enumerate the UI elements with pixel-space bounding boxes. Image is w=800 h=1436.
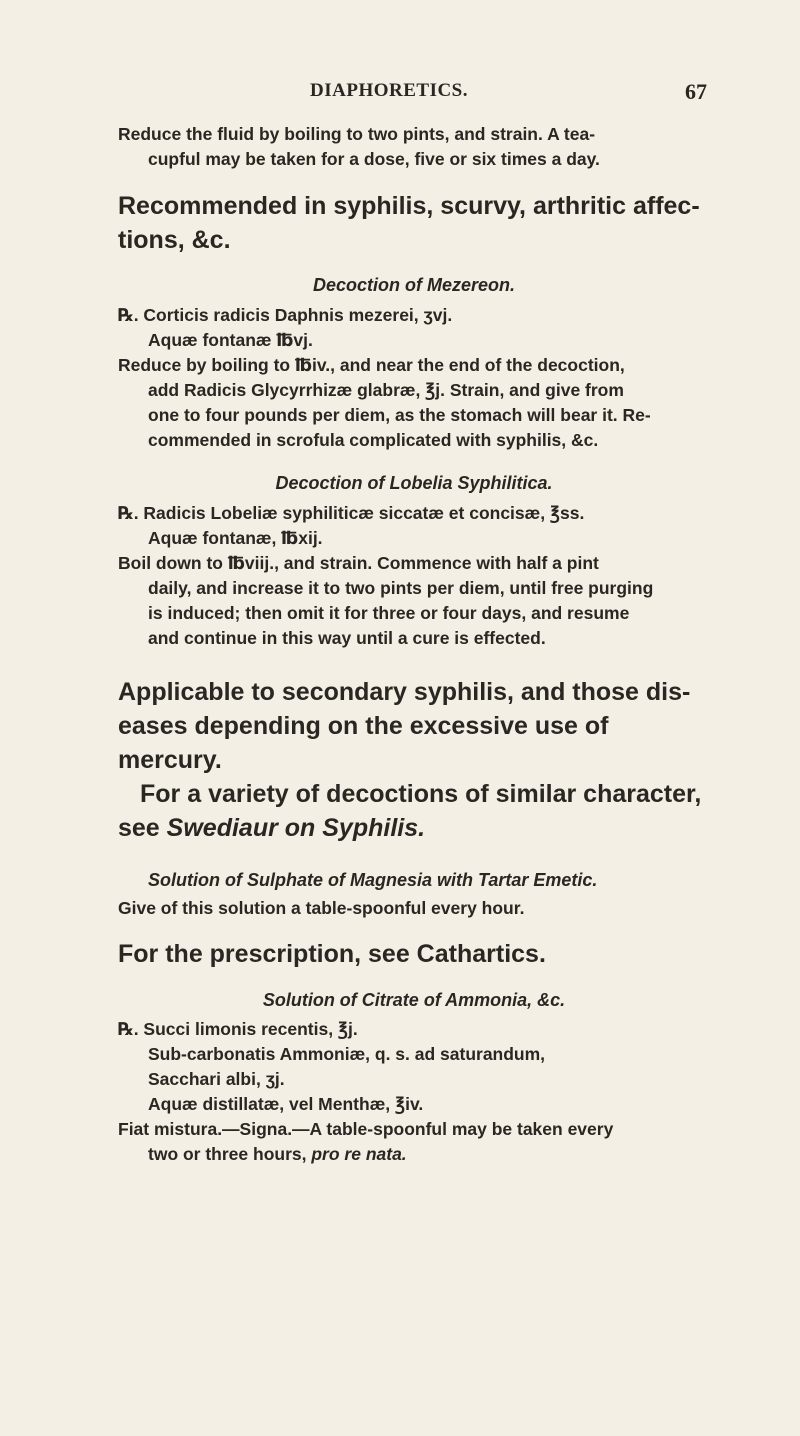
recipe-citrate-ammonia bbox=[118, 987, 710, 1167]
note-syphilis-scurvy bbox=[118, 189, 710, 257]
directions-line bbox=[118, 1142, 710, 1167]
recipe-line: Sub-carbonatis Ammoniæ, q. s. ad saturandum, bbox=[148, 1044, 546, 1064]
recipe-line: Aquæ fontanæ ℔vj. bbox=[148, 330, 313, 350]
page-number: 67 bbox=[685, 79, 707, 104]
directions-text: two or three hours, bbox=[148, 1144, 312, 1164]
directions-line: Fiat mistura.—Signa.—A table-spoonful may be taken every bbox=[118, 1119, 614, 1139]
recipe-line: Sacchari albi, ʒj. bbox=[148, 1069, 285, 1089]
recipe-line: Aquæ distillatæ, vel Menthæ, ℥iv. bbox=[148, 1094, 424, 1114]
running-head bbox=[0, 80, 800, 110]
page-body bbox=[118, 122, 710, 1167]
directions-line: is induced; then omit it for three or four days, and resume bbox=[148, 603, 630, 623]
note-line: For the prescription, see Cathartics. bbox=[118, 940, 546, 968]
note-line: eases depending on the excessive use of mercury. bbox=[118, 712, 609, 774]
recipe-title: Decoction of Mezereon. bbox=[312, 275, 516, 295]
note-secondary-syphilis bbox=[118, 675, 710, 845]
recipe-title: Solution of Sulphate of Magnesia with Tartar Emetic. bbox=[148, 870, 598, 890]
text-line: Reduce the fluid by boiling to two pints, and strain. A tea- bbox=[118, 124, 596, 144]
recipe-line: ℞. Corticis radicis Daphnis mezerei, ʒvj. bbox=[118, 305, 453, 325]
note-line: For a variety of decoctions of similar character, bbox=[140, 780, 702, 808]
directions-line: commended in scrofula complicated with syphilis, &c. bbox=[148, 430, 599, 450]
recipe-line: Aquæ fontanæ, ℔xij. bbox=[148, 528, 323, 548]
note-text: see bbox=[118, 814, 167, 842]
paragraph-intro bbox=[118, 122, 710, 172]
directions-line: Reduce by boiling to ℔iv., and near the end of the decoction, bbox=[118, 355, 625, 375]
running-head-title: DIAPHORETICS. bbox=[310, 80, 468, 101]
latin-phrase: pro re nata. bbox=[311, 1144, 407, 1164]
directions-line: Give of this solution a table-spoonful every hour. bbox=[118, 898, 525, 918]
recipe-mezereon bbox=[118, 272, 710, 453]
directions-line: Boil down to ℔viij., and strain. Commence with half a pint bbox=[118, 553, 599, 573]
note-line: tions, &c. bbox=[118, 226, 231, 254]
directions-line: daily, and increase it to two pints per diem, until free purging bbox=[148, 578, 654, 598]
note-line: Applicable to secondary syphilis, and those dis- bbox=[118, 678, 691, 706]
note-prescription bbox=[118, 937, 710, 971]
recipe-magnesia bbox=[118, 867, 710, 921]
note-line bbox=[118, 811, 710, 845]
note-line: Recommended in syphilis, scurvy, arthritic affec- bbox=[118, 192, 700, 220]
recipe-line: ℞. Succi limonis recentis, ℥j. bbox=[118, 1019, 358, 1039]
text-line: cupful may be taken for a dose, five or six times a day. bbox=[148, 149, 600, 169]
directions-line: one to four pounds per diem, as the stomach will bear it. Re- bbox=[148, 405, 651, 425]
recipe-line: ℞. Radicis Lobeliæ syphiliticæ siccatæ et concisæ, ℥ss. bbox=[118, 503, 585, 523]
recipe-title: Solution of Citrate of Ammonia, &c. bbox=[262, 990, 566, 1010]
directions-line: add Radicis Glycyrrhizæ glabræ, ℥j. Strain, and give from bbox=[148, 380, 624, 400]
recipe-lobelia bbox=[118, 470, 710, 651]
recipe-title: Decoction of Lobelia Syphilitica. bbox=[275, 473, 553, 493]
cross-reference: Swediaur on Syphilis. bbox=[166, 814, 426, 842]
directions-line: and continue in this way until a cure is effected. bbox=[148, 628, 546, 648]
